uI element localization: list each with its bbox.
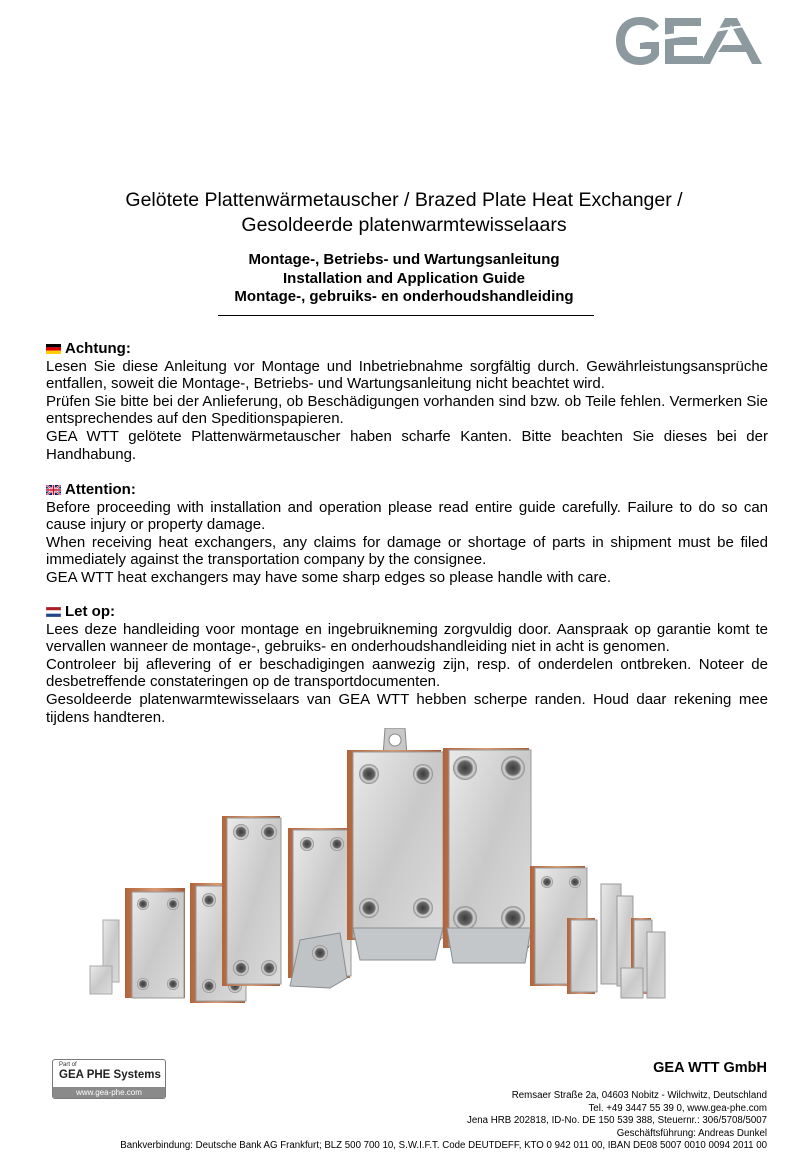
english-paragraph-3: GEA WTT heat exchangers may have some sharp edges so please handle with care. xyxy=(46,568,612,586)
section-german xyxy=(46,340,768,463)
title-line-2: Gesoldeerde platenwarmtewisselaars xyxy=(241,214,567,236)
english-paragraph-2: When receiving heat exchangers, any claims for damage or shortage of parts in shipment must be filed immediately against the transportation company by the consignee. xyxy=(46,533,768,569)
company-name: GEA WTT GmbH xyxy=(653,1060,767,1076)
subtitle-dutch: Montage-, gebruiks- en onderhoudshandleiding xyxy=(234,288,574,305)
dutch-heading: Let op: xyxy=(65,603,115,620)
dutch-paragraph-3: Gesoldeerde platenwarmtewisselaars van GEA WTT hebben scherpe randen. Houd daar rekening mee tijdens handteren. xyxy=(46,690,768,726)
uk-flag-icon xyxy=(46,485,61,495)
title-line-1: Gelötete Plattenwärmetauscher / Brazed Plate Heat Exchanger / xyxy=(125,189,683,211)
badge-url: www.gea-phe.com xyxy=(53,1087,165,1098)
bank-details: Bankverbindung: Deutsche Bank AG Frankfurt; BLZ 500 700 10, S.W.I.F.T. Code DEUTDEFF, KTO 0 942 011 00, IBAN DE08 5007 0010 0094 2011 00 xyxy=(120,1140,767,1151)
german-paragraph-3: GEA WTT gelötete Plattenwärmetauscher haben scharfe Kanten. Bitte beachten Sie dieses bei der Handhabung. xyxy=(46,427,768,463)
section-dutch xyxy=(46,603,768,726)
company-register: Jena HRB 202818, ID-No. DE 150 539 388, Steuernr.: 306/5708/5007 xyxy=(467,1115,767,1126)
dutch-flag-icon xyxy=(46,607,61,617)
document-title xyxy=(60,188,748,238)
dutch-paragraph-2: Controleer bij aflevering of er beschadigingen aanwezig zijn, resp. of onderdelen ontbreken. Noteer de desbetreffende constateringen op de transportdocumenten. xyxy=(46,655,768,691)
english-heading: Attention: xyxy=(65,481,136,498)
dutch-paragraph-1: Lees deze handleiding voor montage en ingebruikneming zorgvuldig door. Aanspraak op garantie komt te vervallen wanneer de montage-, gebruiks- en onderhoudshandleiding niet in acht is genomen. xyxy=(46,620,768,656)
german-flag-icon xyxy=(46,344,61,354)
gea-phe-systems-badge xyxy=(52,1059,166,1099)
title-divider xyxy=(218,315,594,316)
heat-exchangers-product-image xyxy=(85,728,670,1018)
company-address: Remsaer Straße 2a, 04603 Nobitz - Wilchwitz, Deutschland xyxy=(511,1090,767,1101)
gea-logo xyxy=(613,14,765,68)
company-contact: Tel. +49 3447 55 39 0, www.gea-phe.com xyxy=(588,1102,767,1114)
badge-part-of: Part of xyxy=(59,1062,77,1068)
document-subtitles xyxy=(60,251,748,307)
section-english xyxy=(46,481,768,587)
subtitle-english: Installation and Application Guide xyxy=(283,269,525,287)
badge-name: GEA PHE Systems xyxy=(59,1069,161,1081)
german-heading: Achtung: xyxy=(65,340,131,357)
company-details xyxy=(467,1090,767,1140)
subtitle-german: Montage-, Betriebs- und Wartungsanleitung xyxy=(248,251,560,268)
german-paragraph-1: Lesen Sie diese Anleitung vor Montage und Inbetriebnahme sorgfältig durch. Gewährleistungsansprüche entfallen, soweit die Montage-, Betriebs- und Wartungsanleitung nicht beachtet wird. xyxy=(46,357,768,393)
english-paragraph-1: Before proceeding with installation and operation please read entire guide carefully. Failure to do so can cause injury or property damage. xyxy=(46,498,768,534)
company-management: Geschäftsführung: Andreas Dunkel xyxy=(616,1127,767,1139)
german-paragraph-2: Prüfen Sie bitte bei der Anlieferung, ob Beschädigungen vorhanden sind bzw. ob Teile fehlen. Vermerken Sie entsprechendes auf den Speditionspapieren. xyxy=(46,392,768,428)
